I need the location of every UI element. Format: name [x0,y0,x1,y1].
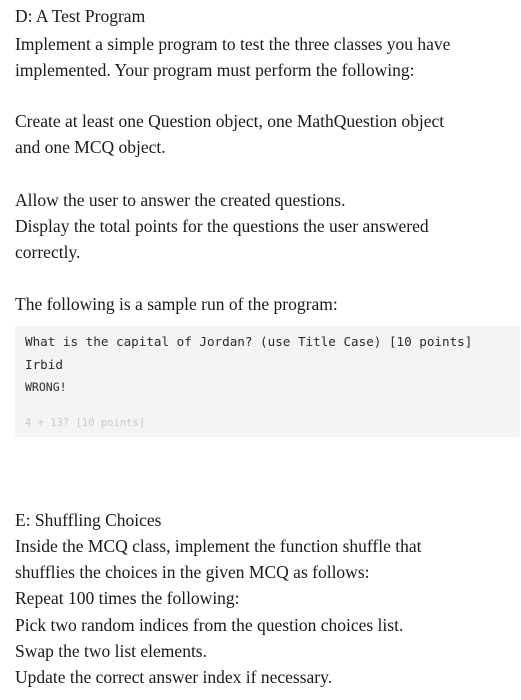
sample-run-intro: The following is a sample run of the program: [15,294,338,314]
section-e-line: Update the correct answer index if necessary. [15,667,333,687]
sample-run-line-faded: 4 + 13? [10 points] [25,417,146,429]
section-d-heading: D: A Test Program [15,6,146,26]
section-e-line: shufflies the choices in the given MCQ as follows: [15,562,370,582]
sample-run-code-block [15,326,520,437]
section-e-heading: E: Shuffling Choices [15,510,162,530]
step-display-points-line: correctly. [15,242,81,262]
section-e-line: Swap the two list elements. [15,641,207,661]
step-create-objects-line: Create at least one Question object, one MathQuestion object [15,111,445,131]
sample-run-line: WRONG! [25,380,67,394]
sample-run-line: What is the capital of Jordan? (use Title Case) [10 points] [25,334,473,349]
step-answer-questions: Allow the user to answer the created questions. [15,190,346,210]
section-e-line: Repeat 100 times the following: [15,588,240,608]
section-e-line: Inside the MCQ class, implement the function shuffle that [15,536,422,556]
section-d-intro-line: Implement a simple program to test the three classes you have [15,34,451,54]
sample-run-line: Irbid [25,357,63,372]
section-e-line: Pick two random indices from the question choices list. [15,615,404,635]
section-d-intro-line: implemented. Your program must perform the following: [15,60,415,80]
step-create-objects-line: and one MCQ object. [15,137,166,157]
step-display-points-line: Display the total points for the questions the user answered [15,216,429,236]
